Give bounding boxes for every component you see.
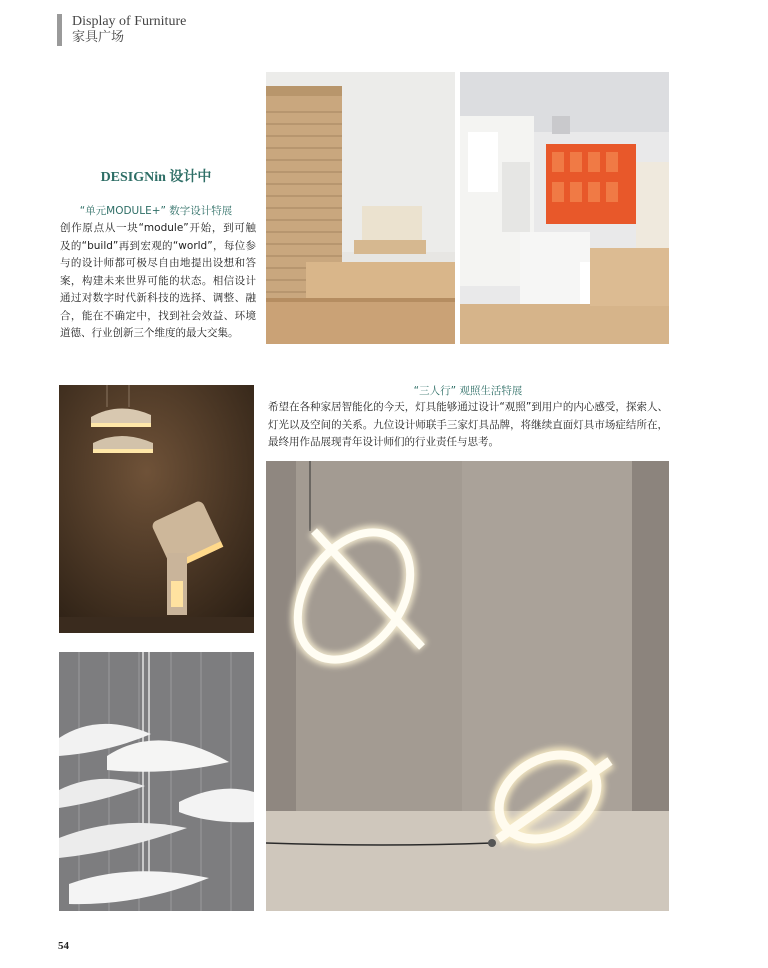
exhibit-1-body: 创作原点从一块“module”开始，到可触及的“build”再到宏观的“world”，每位参与的设计师都可极尽自由地提出设想和答案，构建未来世界可能的状态。相信设计通过对数字时代新科技的选择、调整、融合，能在不确定中，找到社会效益、环境道德、行业创新三个维度的最大交集。 xyxy=(60,222,256,339)
photo-leaf-pendant-lights xyxy=(59,652,254,911)
photo-paper-installation xyxy=(460,72,669,344)
exhibit-2-body: 希望在各种家居智能化的今天，灯具能够通过设计“观照”到用户的内心感受，探索人、灯光以及空间的关系。九位设计师联手三家灯具品牌，将继续直面灯具市场症结所在，最终用作品展现青年设计师们的行业责任与思考。 xyxy=(268,401,668,448)
header-title-cn: 家具广场 xyxy=(72,30,125,45)
photo-ring-lamps xyxy=(266,461,669,911)
photo-wooden-tower-model xyxy=(266,72,455,344)
page-header xyxy=(57,14,186,46)
photo-tube-lamps xyxy=(59,385,254,633)
exhibit-1-title: “单元MODULE+” 数字设计特展 xyxy=(79,205,233,217)
section-title: DESIGNin 设计中 xyxy=(100,170,212,185)
exhibit-2-title: “三人行” 观照生活特展 xyxy=(413,385,523,397)
page-number: 54 xyxy=(58,940,69,952)
header-title-en: Display of Furniture xyxy=(72,14,187,29)
